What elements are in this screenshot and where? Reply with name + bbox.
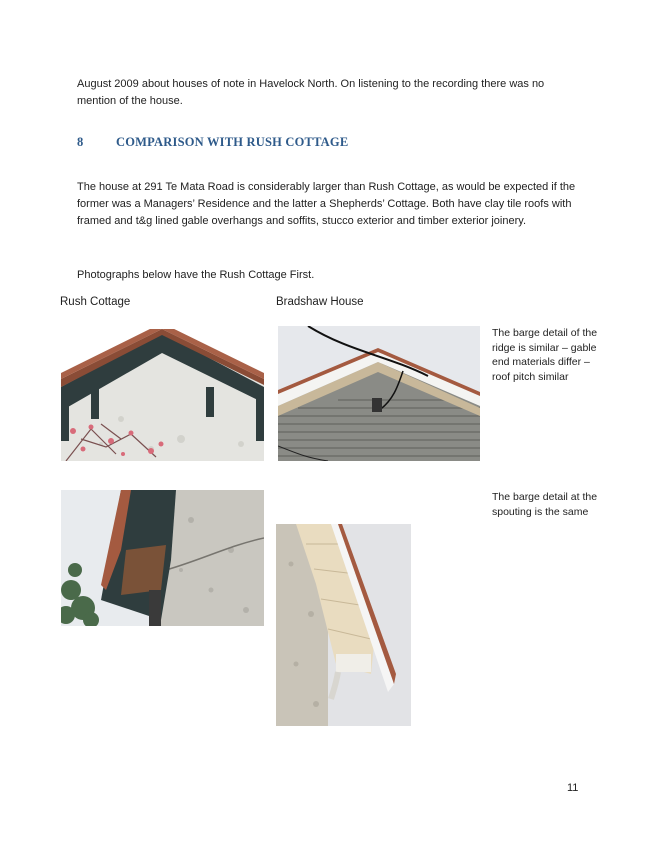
note-spouting-line: The barge detail at the [492,491,598,503]
intro-line-2: mention of the house. [77,95,183,107]
caption-rush-cottage: Rush Cottage [60,296,131,308]
body-line-1: The house at 291 Te Mata Road is considerably larger than Rush Cottage, as would be expected if the [77,181,576,193]
section-title: COMPARISON WITH RUSH COTTAGE [116,135,349,149]
photo-rush-cottage-spouting [61,490,264,626]
note-spouting-line: spouting is the same [492,505,589,518]
photo-bradshaw-house-spouting [276,524,411,726]
body-line-3: framed and t&g lined gable overhangs and soffits, stucco exterior and timber exterior joinery. [77,215,527,227]
page-number: 11 [567,782,579,794]
photo-bradshaw-house-ridge [278,326,480,461]
photos-intro: Photographs below have the Rush Cottage First. [77,269,315,281]
note-ridge [492,326,612,384]
section-number: 8 [77,135,84,149]
body-line-2: former was a Managers’ Residence and the latter a Shepherds’ Cottage. Both have clay tile roofs with [77,198,572,210]
note-ridge-line: ridge is similar – gable [492,341,597,354]
section-heading [77,135,348,150]
note-spouting [492,490,612,519]
note-ridge-line: The barge detail of the [492,327,598,339]
note-ridge-line: end materials differ – [492,356,590,368]
intro-line-1: August 2009 about houses of note in Havelock North. On listening to the recording there was no [77,78,545,90]
note-ridge-line: roof pitch similar [492,370,569,383]
photo-rush-cottage-ridge [61,329,264,461]
caption-bradshaw-house: Bradshaw House [276,296,364,308]
